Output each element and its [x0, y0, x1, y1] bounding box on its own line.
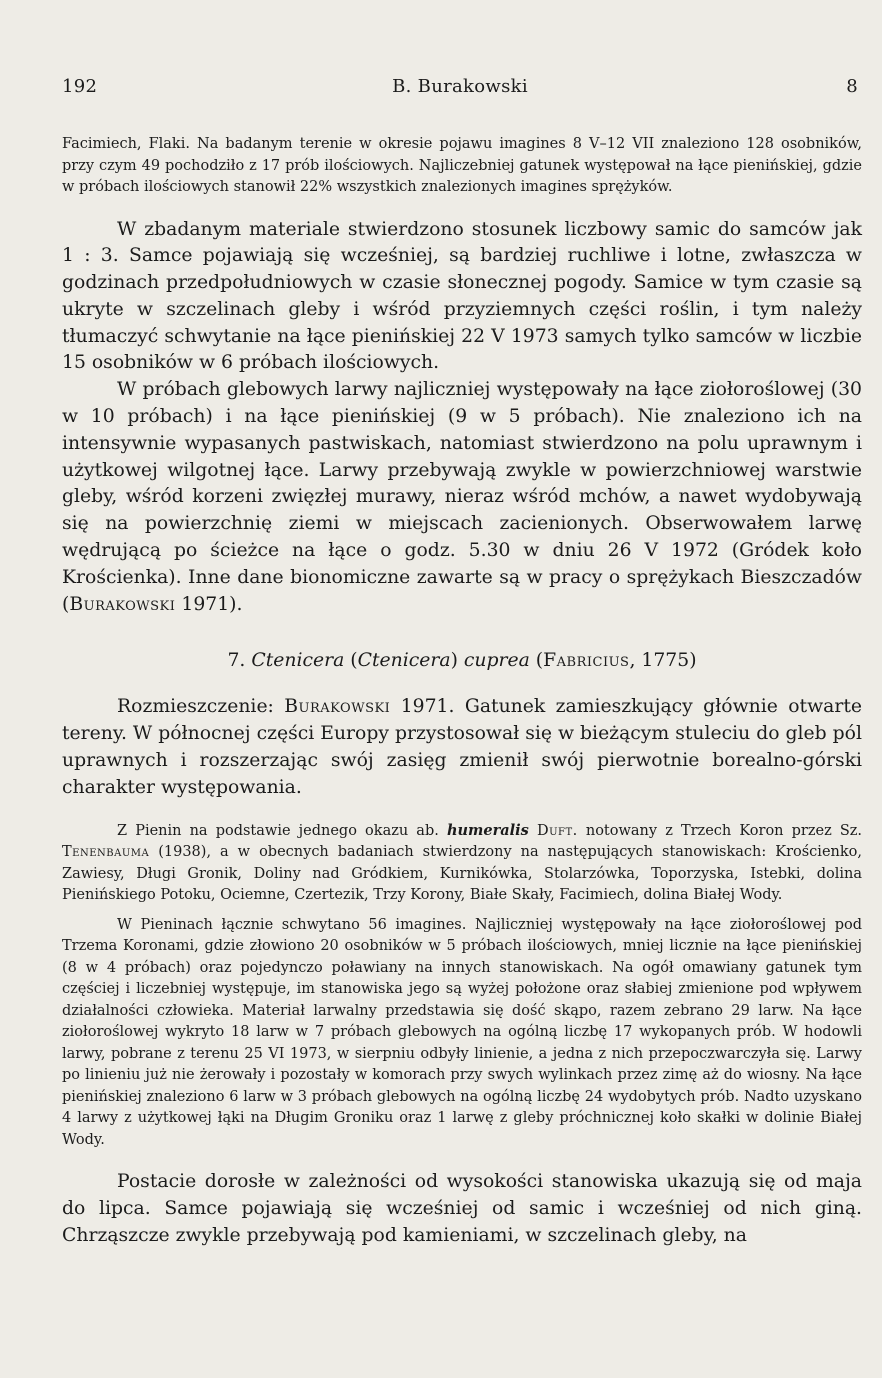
paragraph-6: W Pieninach łącznie schwytano 56 imagines. Najliczniej występowały na łące ziołoroślowej pod Trzema Koronami, gdzie złowiono 20 osobników w 5 próbach ilościowych, mniej licznie na łące pienińskiej (8 w 4 próbach) oraz pojedynczo poławiany na innych stanowiskach. Na ogół omawiany gatunek tym częściej i liczebniej występuje, im stanowiska jego są wyżej położone oraz słabiej zmienione pod wpływem działalności człowieka. Materiał larwalny przedstawia się dość skąpo, razem zebrano 29 larw. Na łące ziołoroślowej wykryto 18 larw w 7 próbach glebowych na ogólną liczbę 17 wykopanych prób. W hodowli larwy, pobrane z terenu 25 VI 1973, w sierpniu odbyły linienie, a jedna z nich przepoczwarczyła się. Larwy po linieniu już nie żerowały i pozostały w komorach przy swych wylinkach przez zimę aż do wiosny. Na łące pienińskiej znaleziono 6 larw w 3 próbach glebowych na ogólną liczbę 24 wydobytych prób. Nadto uzyskano 4 larwy z użytkowej łąki na Długim Groniku oraz 1 larwę z gleby próchnicznej koło skałki w dolinie Białej Wody.: [62, 916, 862, 1148]
species-heading: [62, 648, 862, 674]
running-header: [62, 76, 858, 102]
section-number: 8: [846, 76, 858, 97]
paragraph-5-text-c: notowany z Trzech Koron przez Sz.: [577, 822, 863, 839]
paragraph-3: [62, 377, 862, 618]
paragraph-2: W zbadanym materiale stwierdzono stosunek liczbowy samic do samców jak 1 : 3. Samce pojawiają się wcześniej, są bardziej ruchliwe i lotne, zwłaszcza w godzinach przedpołudniowych w czasie słonecznej pogody. Samice w tym czasie są ukryte w szczelinach gleby i wśród przyziemnych części roślin, i tym należy tłumaczyć schwytanie na łące pienińskiej 22 V 1973 samych tylko samców w liczbie 15 osobników w 6 próbach ilościowych.: [62, 218, 862, 374]
author-citation: Tenenbauma: [62, 844, 150, 861]
form-name: humeralis: [446, 821, 529, 839]
genus-name: Ctenicera: [251, 650, 345, 672]
species-number: 7.: [227, 650, 252, 672]
form-author: Duft.: [536, 822, 578, 839]
author-citation: Burakowski: [69, 593, 176, 615]
species-year: , 1775): [629, 650, 697, 672]
page-body: [62, 134, 862, 1250]
author-paren-open: (: [529, 650, 544, 672]
species-name: cuprea: [463, 650, 530, 672]
running-title: B. Burakowski: [392, 76, 528, 97]
page-number: 192: [62, 76, 98, 97]
paragraph-4-text: 1971. Gatunek zamieszkujący głównie otwarte tereny. W północnej części Europy przystosował się w bieżącym stuleciu do gleb pól uprawnych i rozszerzając swój zasięg zmienił swój pierwotnie borealno-górski charakter występowania.: [62, 696, 862, 798]
paragraph-5: [62, 820, 862, 907]
paragraph-4: [62, 694, 862, 801]
paragraph-5-text-d: (1938), a w obecnych badaniach stwierdzony na następujących stanowiskach: Krościenko, Zawiesy, Długi Gronik, Doliny nad Gródkiem, Kurnikówka, Stolarzówka, Toporzyska, Istebki, dolina Pienińskiego Potoku, Ociemne, Czertezik, Trzy Korony, Białe Skały, Facimiech, dolina Białej Wody.: [62, 844, 862, 904]
paragraph-3-tail: 1971).: [175, 593, 243, 615]
paragraph-1: Facimiech, Flaki. Na badanym terenie w okresie pojawu imagines 8 V–12 VII znaleziono 128 osobników, przy czym 49 pochodziło z 17 prób ilościowych. Najliczebniej gatunek występował na łące pienińskiej, gdzie w próbach ilościowych stanowił 22% wszystkich znalezionych imagines sprężyków.: [62, 136, 862, 195]
paragraph-5-text-b: [529, 823, 537, 839]
paren-open: (: [344, 650, 358, 672]
paragraph-5-text-a: Z Pienin na podstawie jednego okazu ab.: [117, 822, 447, 839]
distribution-label: Rozmieszczenie:: [117, 696, 285, 718]
subgenus-name: Ctenicera: [357, 650, 451, 672]
paragraph-7: Postacie dorosłe w zależności od wysokości stanowiska ukazują się od maja do lipca. Samce pojawiają się wcześniej od samic i wcześniej od nich giną. Chrząszcze zwykle przebywają pod kamieniami, w szczelinach gleby, na: [62, 1171, 862, 1246]
author-citation: Burakowski: [284, 696, 391, 718]
paragraph-3-text: W próbach glebowych larwy najliczniej występowały na łące ziołoroślowej (30 w 10 próbach) i na łące pienińskiej (9 w 5 próbach). Nie znaleziono ich na intensywnie wypasanych pastwiskach, natomiast stwierdzono na polu uprawnym i użytkowej wilgotnej łące. Larwy przebywają zwykle w powierzchniowej warstwie gleby, wśród korzeni zwięzłej murawy, nieraz wśród mchów, a nawet wydobywają się na powierzchnię ziemi w miejscach zacienionych. Obserwowałem larwę wędrującą po ścieżce na łące o godz. 5.30 w dniu 26 V 1972 (Gródek koło Krościenka). Inne dane bionomiczne zawarte są w pracy o sprężykach Bieszczadów (: [62, 379, 862, 615]
species-author: Fabricius: [543, 650, 630, 672]
paren-close: ): [450, 650, 464, 672]
